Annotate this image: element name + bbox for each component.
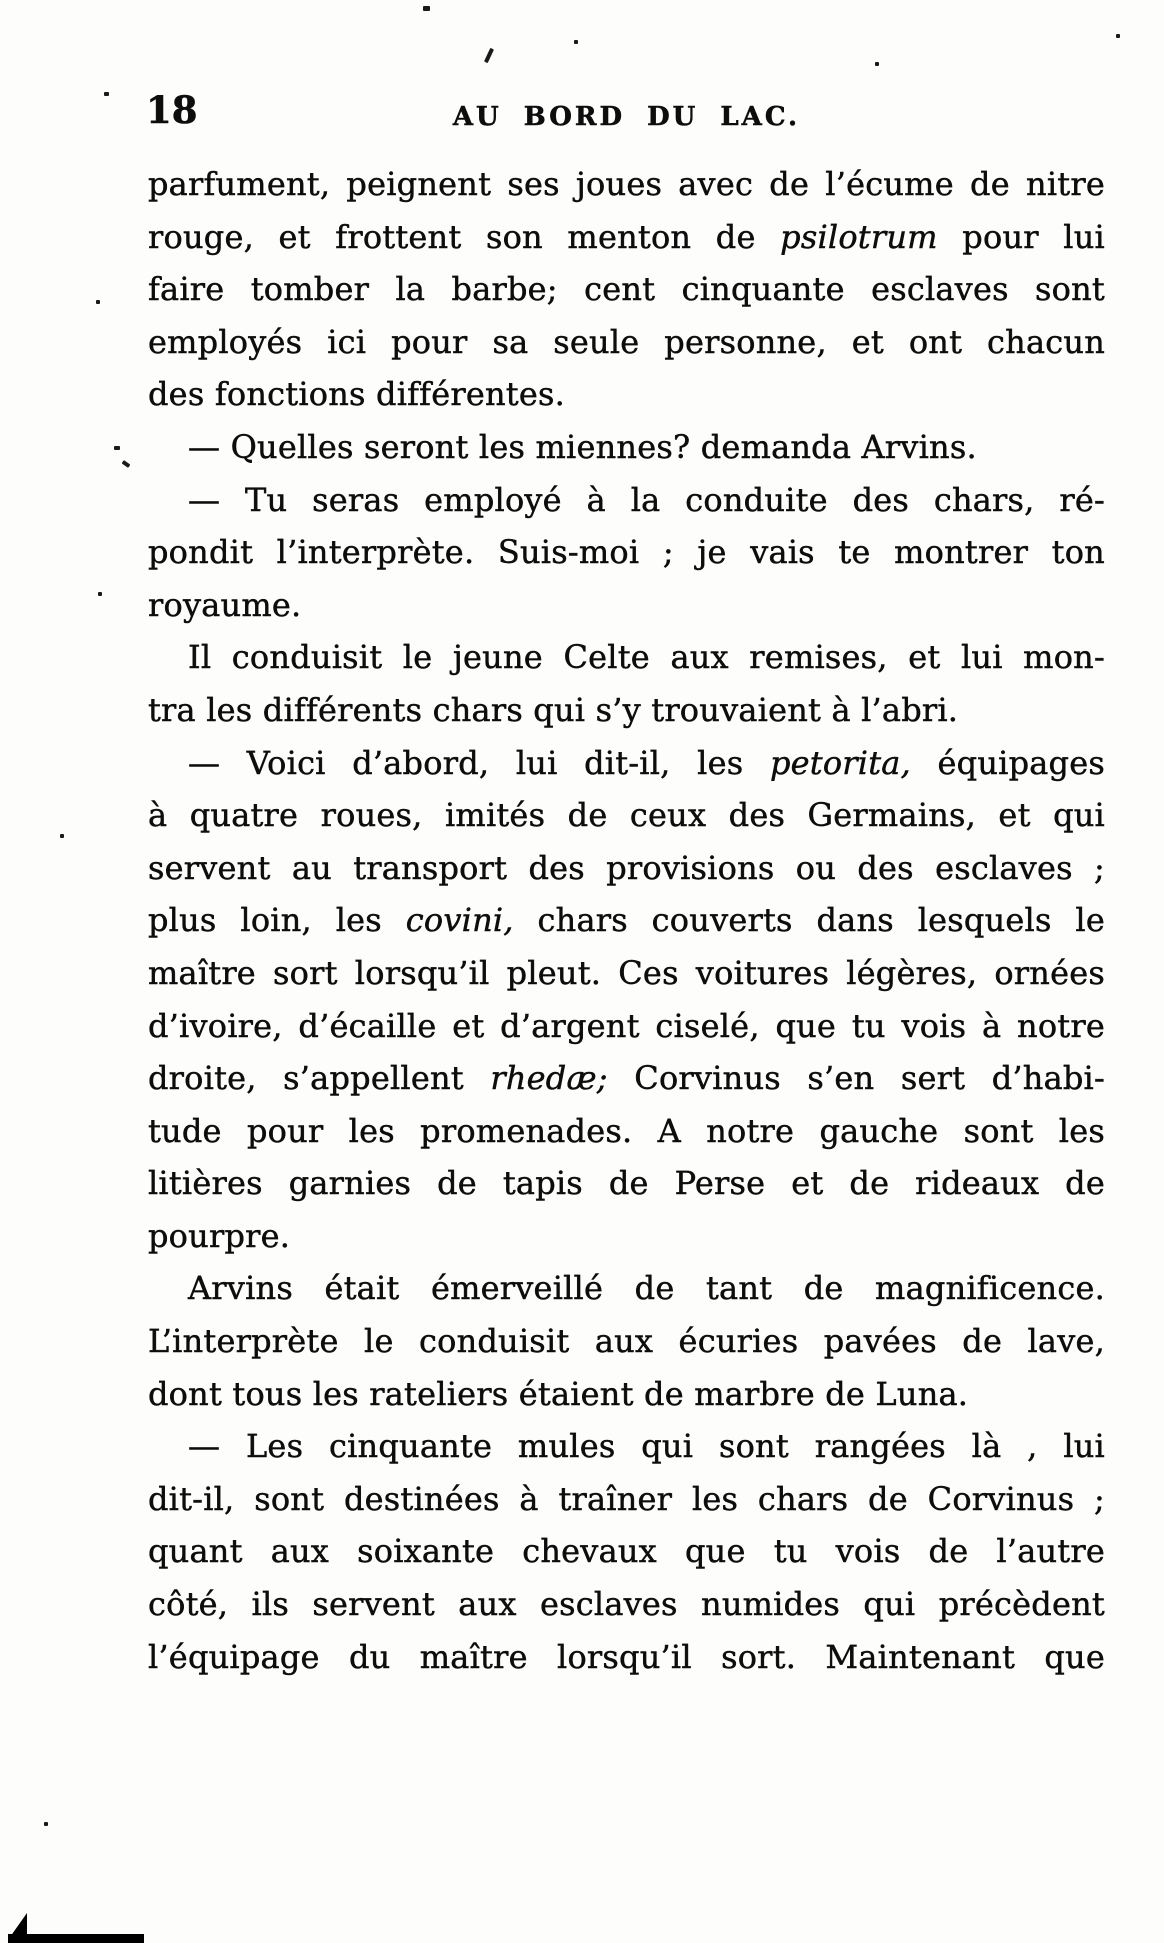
text-segment: Arvins était émerveillé de tant de magnificence. — [188, 1269, 1105, 1308]
text-line — [148, 1210, 1105, 1263]
text-line — [148, 1052, 1105, 1105]
text-segment: tude pour les promenades. A notre gauche sont les — [148, 1111, 1105, 1150]
text-segment: — Quelles seront les miennes? demanda Arvins. — [188, 427, 977, 466]
italic-term: covini, — [405, 901, 514, 940]
text-segment: droite, s’appellent — [148, 1059, 491, 1098]
text-line — [148, 631, 1105, 684]
paragraph — [148, 1262, 1105, 1420]
text-line — [148, 579, 1105, 632]
text-segment: maître sort lorsqu’il pleut. Ces voitures légères, ornées — [148, 953, 1105, 992]
text-segment: rouge, et frottent son menton de — [148, 217, 781, 256]
text-line — [148, 1473, 1105, 1526]
scan-speck — [60, 834, 64, 838]
scan-speck — [44, 1822, 48, 1826]
text-line — [148, 368, 1105, 421]
text-line — [148, 263, 1105, 316]
paragraph — [148, 631, 1105, 736]
text-line — [148, 316, 1105, 369]
text-line — [148, 1105, 1105, 1158]
text-segment: — Voici d’abord, lui dit-il, les — [188, 743, 770, 782]
text-line — [148, 421, 1105, 474]
text-segment: l’équipage du maître lorsqu’il sort. Maintenant que — [148, 1637, 1105, 1676]
text-segment: dont tous les rateliers étaient de marbre de Luna. — [148, 1374, 969, 1413]
text-line — [148, 158, 1105, 211]
text-segment: à quatre roues, imités de ceux des Germains, et qui — [148, 796, 1105, 835]
text-segment: — Les cinquante mules qui sont rangées là , lui — [188, 1427, 1105, 1466]
italic-term: rhedæ; — [490, 1059, 608, 1098]
text-segment: servent au transport des provisions ou des esclaves ; — [148, 848, 1105, 887]
italic-term: petorita, — [769, 743, 911, 782]
text-segment: plus loin, les — [148, 901, 406, 940]
text-block — [148, 158, 1105, 1683]
text-segment: tra les différents chars qui s’y trouvaient à l’abri. — [148, 690, 959, 729]
scan-artifact-bar — [8, 1934, 144, 1943]
scan-speck — [875, 62, 879, 66]
text-segment: Il conduisit le jeune Celte aux remises, et lui mon- — [188, 638, 1105, 677]
text-line — [148, 1420, 1105, 1473]
scan-speck — [1116, 34, 1120, 38]
text-line — [148, 684, 1105, 737]
text-line — [148, 1157, 1105, 1210]
text-line — [148, 1000, 1105, 1053]
text-segment: dit-il, sont destinées à traîner les chars de Corvinus ; — [148, 1479, 1105, 1518]
text-segment: faire tomber la barbe; cent cinquante esclaves sont — [148, 270, 1105, 309]
text-line — [148, 1315, 1105, 1368]
text-segment: chars couverts dans lesquels le — [513, 901, 1106, 940]
scan-speck — [96, 300, 100, 304]
scan-speck — [114, 446, 120, 450]
paragraph — [148, 474, 1105, 632]
text-line — [148, 474, 1105, 527]
scan-speck — [423, 6, 430, 11]
text-segment: royaume. — [148, 585, 302, 624]
text-segment: des fonctions différentes. — [148, 375, 565, 414]
text-line — [148, 1631, 1105, 1684]
paragraph — [148, 421, 1105, 474]
text-segment: Corvinus s’en sert d’habi- — [607, 1059, 1105, 1098]
text-line — [148, 737, 1105, 790]
scan-speck — [574, 40, 578, 44]
italic-term: psilotrum — [780, 217, 938, 256]
paragraph — [148, 737, 1105, 1263]
text-line — [148, 894, 1105, 947]
text-segment: L’interprète le conduisit aux écuries pavées de lave, — [148, 1322, 1105, 1361]
text-segment: côté, ils servent aux esclaves numides qui précèdent — [148, 1585, 1105, 1624]
scan-speck — [122, 460, 131, 468]
text-segment: pour lui — [937, 217, 1105, 256]
text-segment: litières garnies de tapis de Perse et de rideaux de — [148, 1164, 1105, 1203]
scan-speck — [98, 592, 102, 596]
text-segment: pondit l’interprète. Suis-moi ; je vais te montrer ton — [148, 533, 1105, 572]
text-segment: équipages — [910, 743, 1106, 782]
page-number: 18 — [146, 88, 198, 132]
text-segment: pourpre. — [148, 1216, 291, 1255]
text-segment: quant aux soixante chevaux que tu vois de l’autre — [148, 1532, 1105, 1571]
scan-speck — [484, 48, 494, 63]
text-segment: — Tu seras employé à la conduite des chars, ré- — [188, 480, 1105, 519]
text-line — [148, 842, 1105, 895]
text-segment: d’ivoire, d’écaille et d’argent ciselé, que tu vois à notre — [148, 1006, 1105, 1045]
text-segment: parfument, peignent ses joues avec de l’écume de nitre — [148, 165, 1105, 203]
text-line — [148, 1578, 1105, 1631]
paragraph — [148, 1420, 1105, 1683]
scan-speck — [104, 92, 109, 96]
text-line — [148, 1368, 1105, 1421]
text-line — [148, 211, 1105, 264]
text-line — [148, 789, 1105, 842]
running-header-title: AU BORD DU LAC. — [452, 102, 801, 132]
text-line — [148, 1262, 1105, 1315]
text-line — [148, 526, 1105, 579]
text-line — [148, 1525, 1105, 1578]
text-line — [148, 947, 1105, 1000]
paragraph — [148, 158, 1105, 421]
text-segment: employés ici pour sa seule personne, et ont chacun — [148, 322, 1105, 361]
